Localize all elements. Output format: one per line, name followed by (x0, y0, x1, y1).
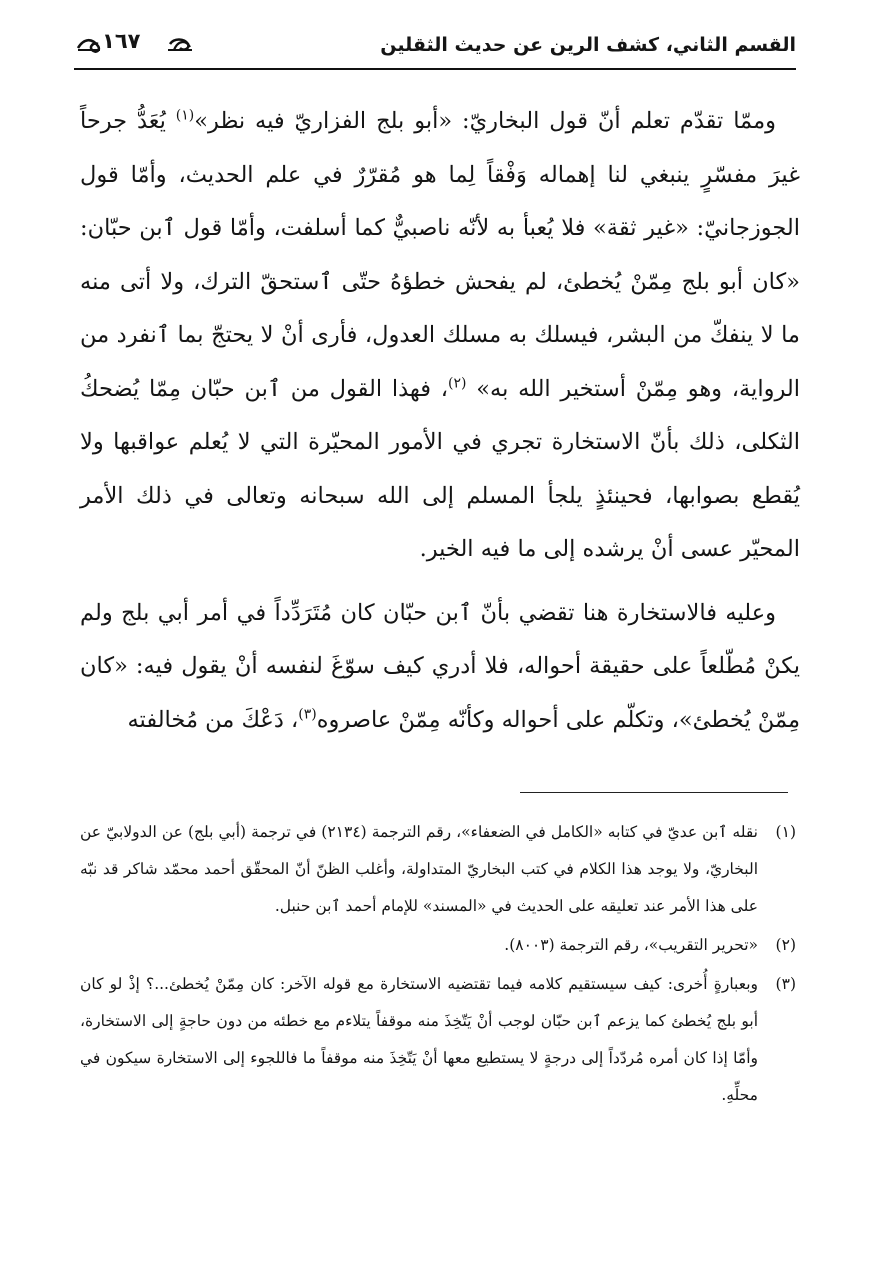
running-header (74, 28, 796, 70)
paragraph-text: يُعَدُّ جرحاً غيرَ مفسّرٍ ينبغي لنا إهماله وَفْقاً لِما هو مُقرّرٌ في علم الحديث، وأمّا قول الجوزجانيّ: «غير ثقة» فلا يُعبأ به لأنّه ناصبيٌّ كما أسلفت، وأمّا قول ٱبن حبّان: «كان أبو بلج مِمّنْ يُخطئ، لم يفحش خطؤهُ حتّى ٱستحقّ الترك، ولا أتى منه ما لا ينفكّ من البشر، فيسلك به مسلك العدول، فأرى أنْ لا يحتجّ بما ٱنفرد من الرواية، وهو مِمّنْ أستخير الله به» (80, 108, 801, 402)
paragraph-text: ، فهذا القول من ٱبن حبّان مِمّا يُضحكُ الثكلى، ذلك بأنّ الاستخارة تجري في الأمور المحيّرة التي لا يُعلم عواقبها ولا يُقطع بصوابها، فحينئذٍ يلجأ المسلم إلى الله سبحانه وتعالى في ذلك الأمر المحيّر عسى أنْ يرشده إلى ما فيه الخير. (80, 375, 800, 562)
footnote-number: (٢) (775, 936, 796, 954)
footnote-1 (80, 814, 796, 925)
header-rule (74, 68, 796, 70)
paragraph-2 (80, 587, 800, 748)
footnote-number: (١) (775, 823, 796, 841)
footnote-reference: (٢) (448, 375, 467, 391)
footnote-text: «تحرير التقريب»، رقم الترجمة (٨٠٠٣). (504, 936, 758, 954)
header-title: القسم الثاني، كشف الرين عن حديث الثقلين (380, 34, 796, 56)
footnote-number: (٣) (775, 975, 796, 993)
footnote-3 (80, 966, 796, 1114)
page-number: ١٦٧ (102, 29, 141, 53)
main-text (80, 95, 800, 747)
footnote-text: نقله ٱبن عديّ في كتابه «الكامل في الضعفاء»، رقم الترجمة (٢١٣٤) في ترجمة (أبي بلج) عن الدولابيّ عن البخاريّ، ولا يوجد هذا الكلام في كتب البخاريّ المتداولة، وأغلب الظنّ أنّ المحقّق أحمد محمّد شاكر قد نبّه على هذا الأمر عند تعليقه على الحديث في «المسند» للإمام أحمد ٱبن حنبل. (80, 823, 758, 915)
footnotes (80, 814, 796, 1116)
paragraph-text: وممّا تقدّم تعلم أنّ قول البخاريّ: «أبو بلج الفزاريّ فيه نظر» (194, 108, 776, 134)
footnote-separator (520, 792, 788, 793)
footnote-2 (80, 927, 796, 964)
footnote-reference: (١) (175, 107, 195, 124)
paragraph-1 (80, 95, 800, 577)
paragraph-text: ، دَعْكَ من مُخالفته (127, 706, 299, 733)
footnote-reference: (٣) (298, 706, 317, 722)
paragraph-text: وعليه فالاستخارة هنا تقضي بأنّ ٱبن حبّان كان مُتَرَدِّداً في أمر أبي بلج ولم يكنْ مُطّلعاً على حقيقة أحواله، فلا أدري كيف سوّغَ لنفسه أنْ يقول فيه: «كان مِمّنْ يُخطئ»، وتكلّم على أحواله وكأنّه مِمّنْ عاصروه (80, 599, 800, 733)
page-number-ornament (74, 28, 194, 62)
footnote-text: وبعبارةٍ أُخرى: كيف سيستقيم كلامه فيما تقتضيه الاستخارة مع قوله الآخر: كان مِمّنْ يُخطئ...؟ إذْ لو كان أبو بلج يُخطئ كما يزعم ٱبن حبّان لوجب أنْ يَتّخِذَ منه موقفاً يتلاءم مع خطئه من دون حاجةٍ إلى الاستخارة، وأمّا إذا كان أمره مُردّداً إلى درجةٍ لا يستطيع معها أنْ يَتّخِذَ منه موقفاً ما فاللجوء إلى الاستخارة سيكون في محلِّهِ. (80, 975, 758, 1104)
